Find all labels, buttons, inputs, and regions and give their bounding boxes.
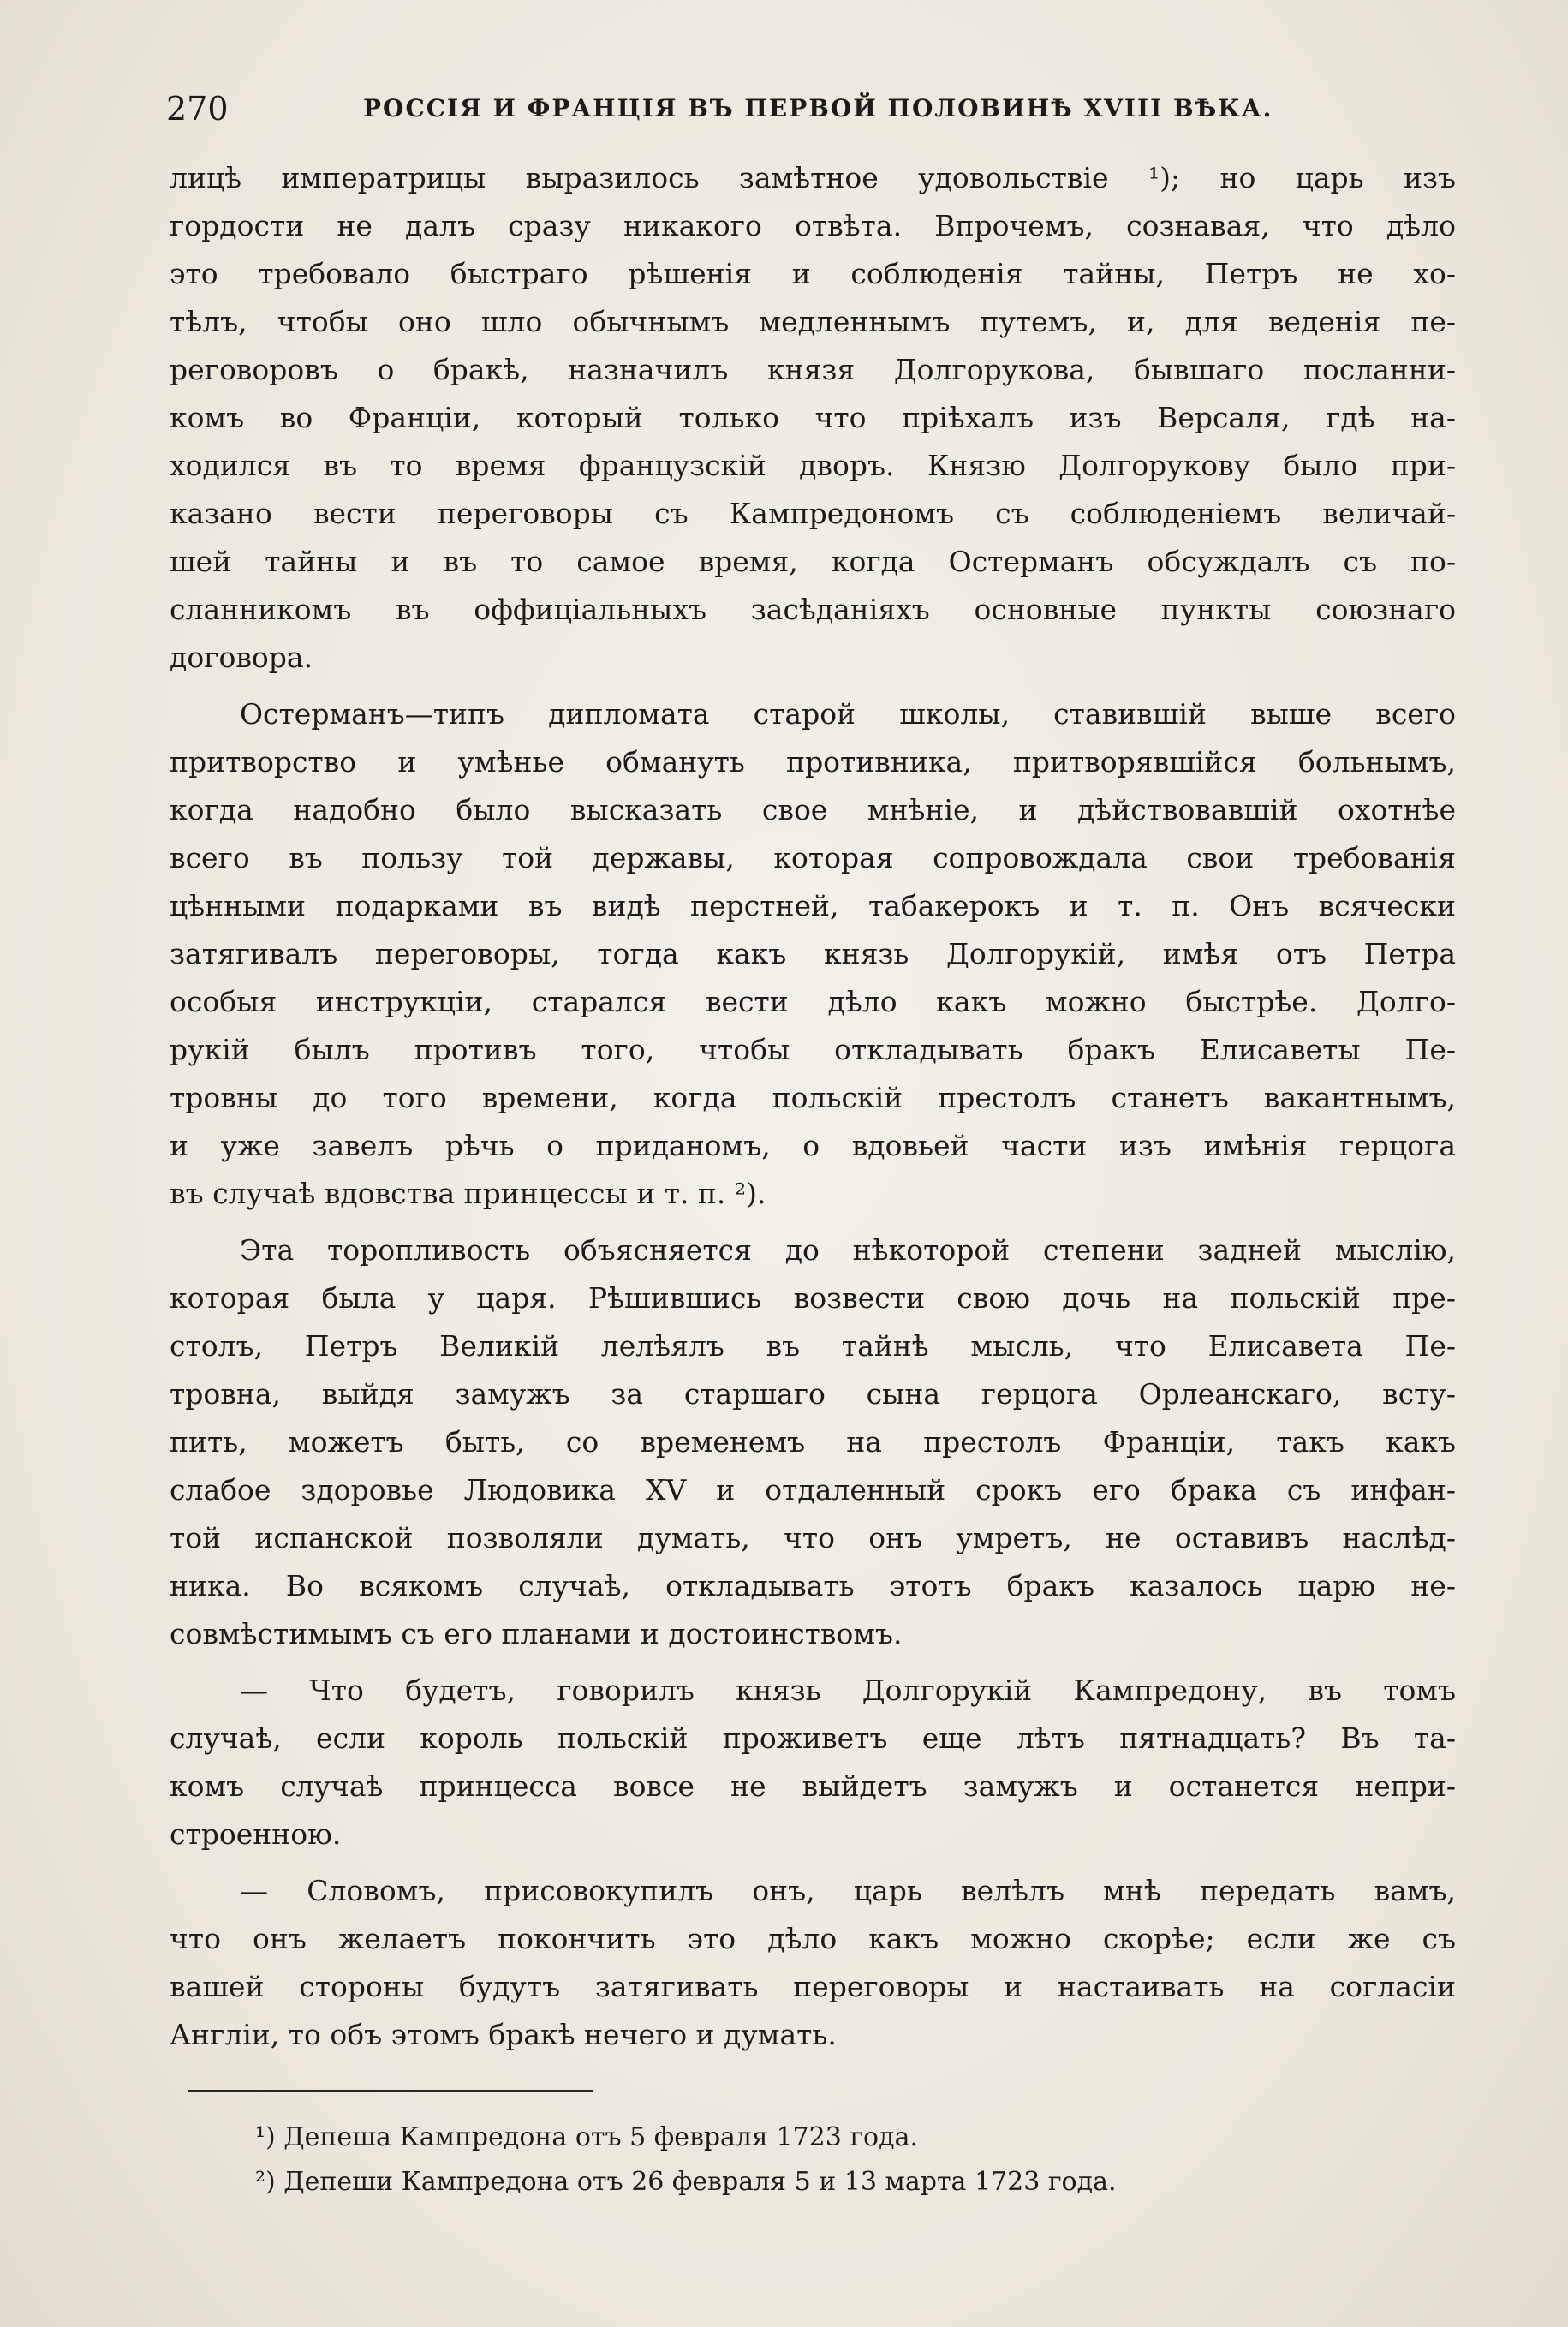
main-text <box>170 154 1456 2059</box>
footnote-divider <box>188 2090 593 2092</box>
text-line: комъ во Франціи, который только что пріѣхалъ изъ Версаля, гдѣ на- <box>170 401 1456 434</box>
text-line: Англіи, то объ этомъ бракѣ нечего и думать. <box>170 2018 837 2051</box>
text-line: всего въ пользу той державы, которая сопровождала свои требованія <box>170 841 1456 874</box>
paragraph-5 <box>170 1867 1456 2059</box>
text-line: и уже завелъ рѣчь о приданомъ, о вдовьей части изъ имѣнія герцога <box>170 1129 1456 1162</box>
text-line: особыя инструкціи, старался вести дѣло какъ можно быстрѣе. Долго- <box>170 985 1456 1018</box>
text-line: притворство и умѣнье обмануть противника, притворявшійся больнымъ, <box>170 745 1456 779</box>
text-line: случаѣ, если король польскій проживетъ еще лѣтъ пятнадцать? Въ та- <box>170 1721 1456 1755</box>
text-line: Эта торопливость объясняется до нѣкоторой степени задней мыслію, <box>240 1233 1456 1267</box>
text-line: тровны до того времени, когда польскій престолъ станетъ вакантнымъ, <box>170 1081 1456 1114</box>
footnote-1: ¹) Депеша Кампредона отъ 5 февраля 1723 года. <box>255 2122 919 2152</box>
text-line: тровна, выйдя замужъ за старшаго сына герцога Орлеанскаго, всту- <box>170 1377 1456 1411</box>
text-line: лицѣ императрицы выразилось замѣтное удовольствіе ¹); но царь изъ <box>170 161 1456 194</box>
text-line: гордости не далъ сразу никакого отвѣта. Впрочемъ, сознавая, что дѣло <box>170 209 1456 242</box>
page-number: 270 <box>166 90 229 128</box>
text-line: ника. Во всякомъ случаѣ, откладывать этотъ бракъ казалось царю не- <box>170 1569 1456 1602</box>
text-line: — Что будетъ, говорилъ князь Долгорукій Кампредону, въ томъ <box>240 1674 1456 1707</box>
text-line: той испанской позволяли думать, что онъ умретъ, не оставивъ наслѣд- <box>170 1521 1456 1554</box>
text-line: казано вести переговоры съ Кампредономъ съ соблюденіемъ величай- <box>170 497 1456 530</box>
footnote-2: ²) Депеши Кампредона отъ 26 февраля 5 и 13 марта 1723 года. <box>255 2167 1117 2197</box>
text-line: Остерманъ—типъ дипломата старой школы, ставившій выше всего <box>240 697 1456 731</box>
paragraph-3 <box>170 1226 1456 1658</box>
text-line: въ случаѣ вдовства принцессы и т. п. ²). <box>170 1177 766 1210</box>
text-line: вашей стороны будутъ затягивать переговоры и настаивать на согласіи <box>170 1970 1456 2003</box>
text-line: слабое здоровье Людовика XV и отдаленный срокъ его брака съ инфан- <box>170 1473 1456 1507</box>
text-line: строенною. <box>170 1817 342 1851</box>
paragraph-1 <box>170 154 1456 682</box>
paragraph-4 <box>170 1667 1456 1859</box>
text-line: комъ случаѣ принцесса вовсе не выйдетъ замужъ и останется непри- <box>170 1769 1456 1803</box>
text-line: затягивалъ переговоры, тогда какъ князь Долгорукій, имѣя отъ Петра <box>170 937 1456 970</box>
footnotes <box>255 2115 1368 2205</box>
text-line: которая была у царя. Рѣшившись возвести свою дочь на польскій пре- <box>170 1281 1456 1315</box>
text-line: столъ, Петръ Великій лелѣялъ въ тайнѣ мысль, что Елисавета Пе- <box>170 1329 1456 1363</box>
text-line: совмѣстимымъ съ его планами и достоинствомъ. <box>170 1617 903 1650</box>
text-line: сланникомъ въ оффиціальныхъ засѣданіяхъ основные пункты союзнаго <box>170 593 1456 626</box>
paragraph-2 <box>170 690 1456 1218</box>
text-line: реговоровъ о бракѣ, назначилъ князя Долгорукова, бывшаго посланни- <box>170 353 1456 386</box>
text-line: ходился въ то время французскій дворъ. Князю Долгорукову было при- <box>170 449 1456 482</box>
text-line: — Словомъ, присовокупилъ онъ, царь велѣлъ мнѣ передать вамъ, <box>240 1874 1456 1907</box>
text-line: что онъ желаетъ покончить это дѣло какъ можно скорѣе; если же съ <box>170 1922 1456 1955</box>
text-line: рукій былъ противъ того, чтобы откладывать бракъ Елисаветы Пе- <box>170 1033 1456 1066</box>
text-line: цѣнными подарками въ видѣ перстней, табакерокъ и т. п. Онъ всячески <box>170 889 1456 922</box>
text-line: тѣлъ, чтобы оно шло обычнымъ медленнымъ путемъ, и, для веденія пе- <box>170 305 1456 338</box>
text-line: пить, можетъ быть, со временемъ на престолъ Франціи, такъ какъ <box>170 1425 1456 1459</box>
page-header <box>166 86 1449 132</box>
running-title: РОССІЯ И ФРАНЦІЯ ВЪ ПЕРВОЙ ПОЛОВИНѢ XVIII ВѢКА. <box>363 94 1273 122</box>
text-line: когда надобно было высказать свое мнѣніе, и дѣйствовавшій охотнѣе <box>170 793 1456 826</box>
text-line: договора. <box>170 641 313 674</box>
text-line: шей тайны и въ то самое время, когда Остерманъ обсуждалъ съ по- <box>170 545 1456 578</box>
text-line: это требовало быстраго рѣшенія и соблюденія тайны, Петръ не хо- <box>170 257 1456 290</box>
